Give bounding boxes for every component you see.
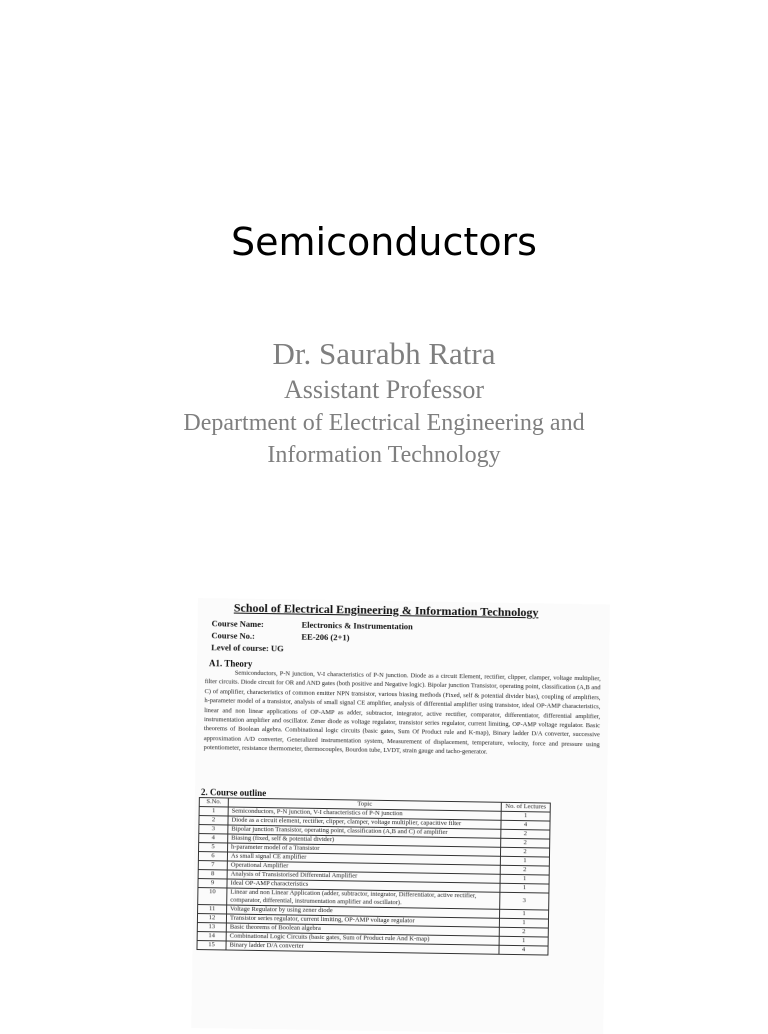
row-lectures: 1 — [499, 936, 548, 946]
theory-heading: A1. Theory — [208, 658, 253, 669]
row-lectures: 2 — [500, 847, 549, 857]
row-sno: 13 — [197, 923, 226, 932]
row-sno: 1 — [199, 807, 228, 816]
outline-heading: 2. Course outline — [200, 787, 267, 799]
theory-text: Semiconductors, P-N junction, V-I characteristics of P-N junction. Diode as a circuit Element, rectifier, clipper, clamper, voltage multiplier, filter circuits. Diode circuit for OR and AND gates (both positive and Negative logic). Bipolar junction Transistor, operating point, classification (A,B and C) of amplifier, characteristics of common emitter NPN transistor, various biasing methods (Fixed, self & potential divider bias), coupling of amplifiers, h-parameter model of a transistor, analysis of small signal CE amplifier, analysis of differential amplifier using transistor, ideal OP-AMP characteristics, linear and non linear applications of OP-AMP as adder, subtractor, integrator, active rectifier, comparator, differentiator, differential amplifier, instrumentation amplifier and oscillator. Zener diode as voltage regulator, transistor series regulator, current limiting, OP-AMP voltage regulator. Basic theorems of Boolean algebra. Combinational logic circuits (basic gates, Sum Of Product rule and K-map), Binary ladder D/A converter, successive approximation A/D converter, Generalized instrumentation system, Measurement of displacement, temperature, velocity, force and pressure using potentiometer, resistance thermometer, thermocouples, Bourdon tube, LVDT, strain gauge and tacho-generator. — [203, 669, 601, 756]
row-topic: Semiconductors, P-N junction, V-I characteristics of P-N junction — [228, 807, 501, 820]
row-lectures: 4 — [499, 945, 548, 955]
row-topic: Basic theorems of Boolean algebra — [226, 923, 499, 936]
row-lectures: 1 — [500, 909, 549, 919]
row-topic: As small signal CE amplifier — [227, 852, 500, 865]
row-sno: 14 — [197, 932, 226, 941]
row-lectures: 2 — [500, 865, 549, 875]
row-lectures: 1 — [500, 856, 549, 866]
row-lectures: 2 — [501, 838, 550, 848]
row-topic: h-parameter model of a Transistor — [228, 843, 501, 856]
slide-title: Semiconductors — [231, 220, 537, 264]
department: Department of Electrical Engineering and Information Technology — [183, 410, 585, 468]
course-name: Electronics & Instrumentation — [301, 619, 413, 632]
header-topic: Topic — [228, 798, 501, 811]
row-lectures: 1 — [500, 883, 549, 893]
row-topic: Linear and non Linear Application (adder, subtractor, integrator, Differentiator, active rectifier, comparator, differential, instrumentation amplifier and oscillator). — [227, 888, 500, 909]
row-lectures: 1 — [501, 811, 550, 821]
course-outline-table — [196, 797, 550, 956]
row-topic: Operational Amplifier — [227, 861, 500, 874]
row-sno: 7 — [198, 861, 227, 870]
row-topic: Diode as a circuit element, rectifier, clipper, clamper, voltage multiplier, capacitive filter — [228, 816, 501, 829]
course-no: EE-206 (2+1) — [301, 631, 350, 643]
row-topic: Analysis of Transistorised Differential Amplifier — [227, 870, 500, 883]
row-lectures: 2 — [499, 927, 548, 937]
scanned-syllabus — [191, 598, 610, 1034]
header-sno: S.No. — [199, 798, 228, 807]
course-level: Level of course: UG — [211, 642, 284, 654]
row-topic: Bipolar junction Transistor, operating point, classification (A,B and C) of amplifier — [228, 825, 501, 838]
row-sno: 10 — [198, 888, 227, 905]
row-topic: Voltage Regulator by using zener diode — [227, 905, 500, 918]
school-heading: School of Electrical Engineering & Information Technology — [233, 600, 539, 620]
row-sno: 4 — [199, 834, 228, 843]
header-lectures: No. of Lectures — [501, 802, 550, 812]
row-lectures: 1 — [499, 918, 548, 928]
row-topic: Ideal OP-AMP characteristics — [227, 879, 500, 892]
row-lectures: 4 — [501, 820, 550, 830]
row-topic: Transistor series regulator, current limiting, OP-AMP voltage regulator — [226, 914, 499, 927]
row-sno: 3 — [199, 825, 228, 834]
row-sno: 5 — [199, 843, 228, 852]
row-lectures: 1 — [500, 874, 549, 884]
row-sno: 11 — [198, 905, 227, 914]
row-sno: 2 — [199, 816, 228, 825]
row-sno: 8 — [198, 870, 227, 879]
row-sno: 9 — [198, 879, 227, 888]
row-topic: Biasing (fixed, self & potential divider) — [228, 834, 501, 847]
row-lectures: 3 — [500, 892, 549, 910]
course-name-label: Course Name: — [211, 618, 264, 630]
row-sno: 12 — [197, 914, 226, 923]
row-sno: 6 — [198, 852, 227, 861]
author-role: Assistant Professor — [283, 375, 485, 404]
row-topic: Binary ladder D/A converter — [226, 941, 499, 954]
author-name: Dr. Saurabh Ratra — [272, 336, 496, 371]
row-topic: Combinational Logic Circuits (basic gates, Sum of Product rule And K-map) — [226, 932, 499, 945]
row-sno: 15 — [197, 941, 226, 950]
course-no-label: Course No.: — [211, 630, 255, 641]
row-lectures: 2 — [501, 829, 550, 839]
